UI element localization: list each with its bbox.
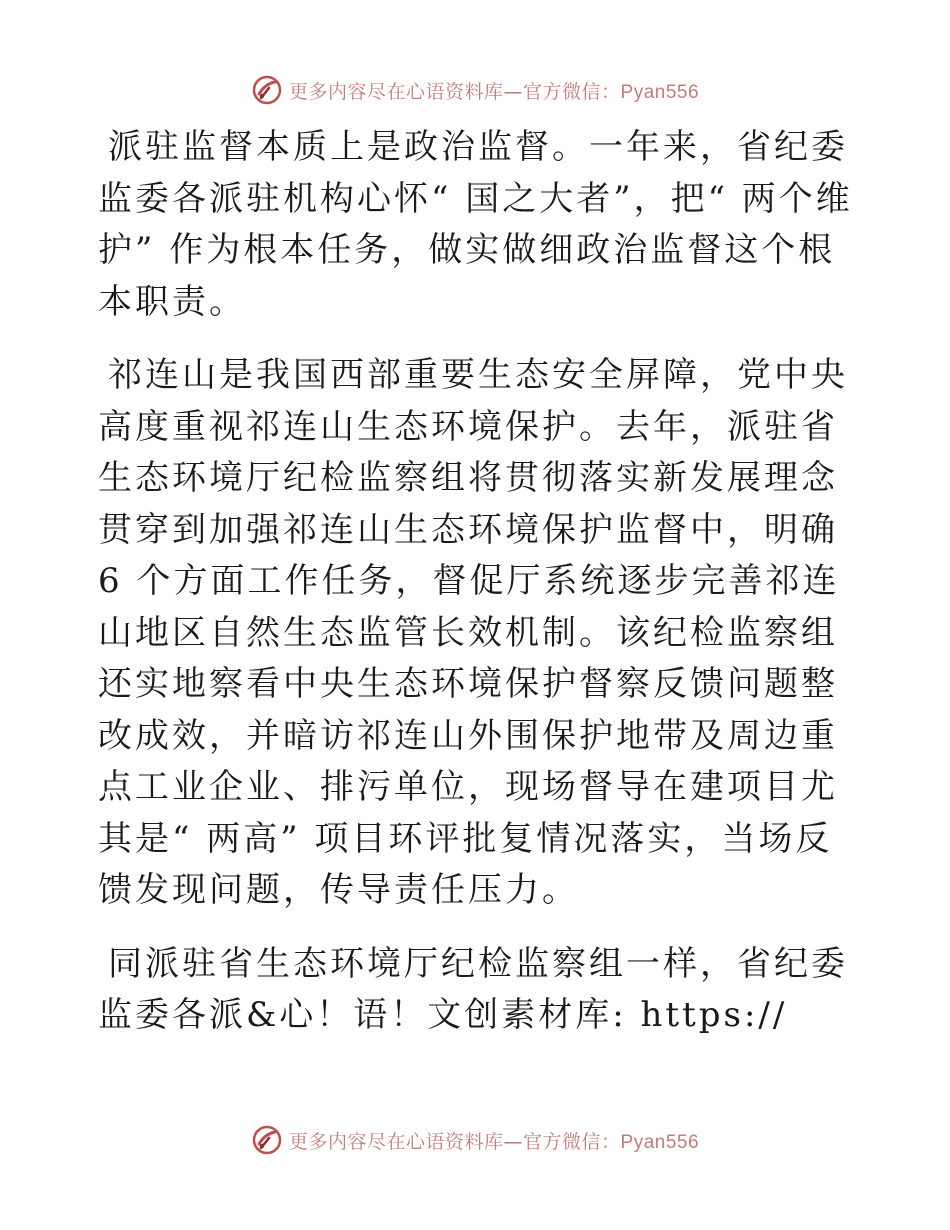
watermark-account: Pyan556	[620, 1131, 700, 1153]
header-watermark	[0, 70, 950, 110]
watermark-colon: ：	[601, 1130, 621, 1153]
paragraph-2: 祁连山是我国西部重要生态安全屏障，党中央高度重视祁连山生态环境保护。去年，派驻省生态环境厅纪检监察组将贯彻落实新发展理念贯穿到加强祁连山生态环境保护监督中，明确 6 个方面工作任务，督促厅系统逐步完善祁连山地区自然生态监管长效机制。该纪检监察组还实地察看中央生态环境保护督察反馈问题整改成效，并暗访祁连山外围保护地带及周边重点工业企业、排污单位，现场督导在建项目尤其是“ 两高” 项目环评批复情况落实，当场反馈发现问题，传导责任压力。	[98, 355, 848, 910]
pen-logo-icon	[251, 1124, 283, 1156]
watermark-text	[289, 1127, 699, 1154]
watermark-label: 官方微信	[522, 80, 601, 103]
watermark-title: 更多内容尽在心语资料库	[288, 1130, 504, 1153]
watermark-text	[289, 77, 699, 104]
footer-watermark	[0, 1120, 950, 1160]
watermark-title: 更多内容尽在心语资料库	[288, 80, 504, 103]
paragraph-1: 派驻监督本质上是政治监督。一年来，省纪委监委各派驻机构心怀“ 国之大者”，把“ 两个维护” 作为根本任务，做实做细政治监督这个根本职责。	[98, 127, 853, 322]
document-body	[98, 122, 858, 1064]
watermark-colon: ：	[601, 80, 621, 103]
watermark-separator: —	[503, 80, 523, 103]
paragraph-3: 同派驻省生态环境厅纪检监察组一样，省纪委监委各派&心！语！文创素材库: https://	[98, 943, 848, 1035]
watermark-label: 官方微信	[522, 1130, 601, 1153]
watermark-separator: —	[503, 1130, 523, 1153]
watermark-account: Pyan556	[620, 81, 700, 103]
pen-logo-icon	[251, 74, 283, 106]
